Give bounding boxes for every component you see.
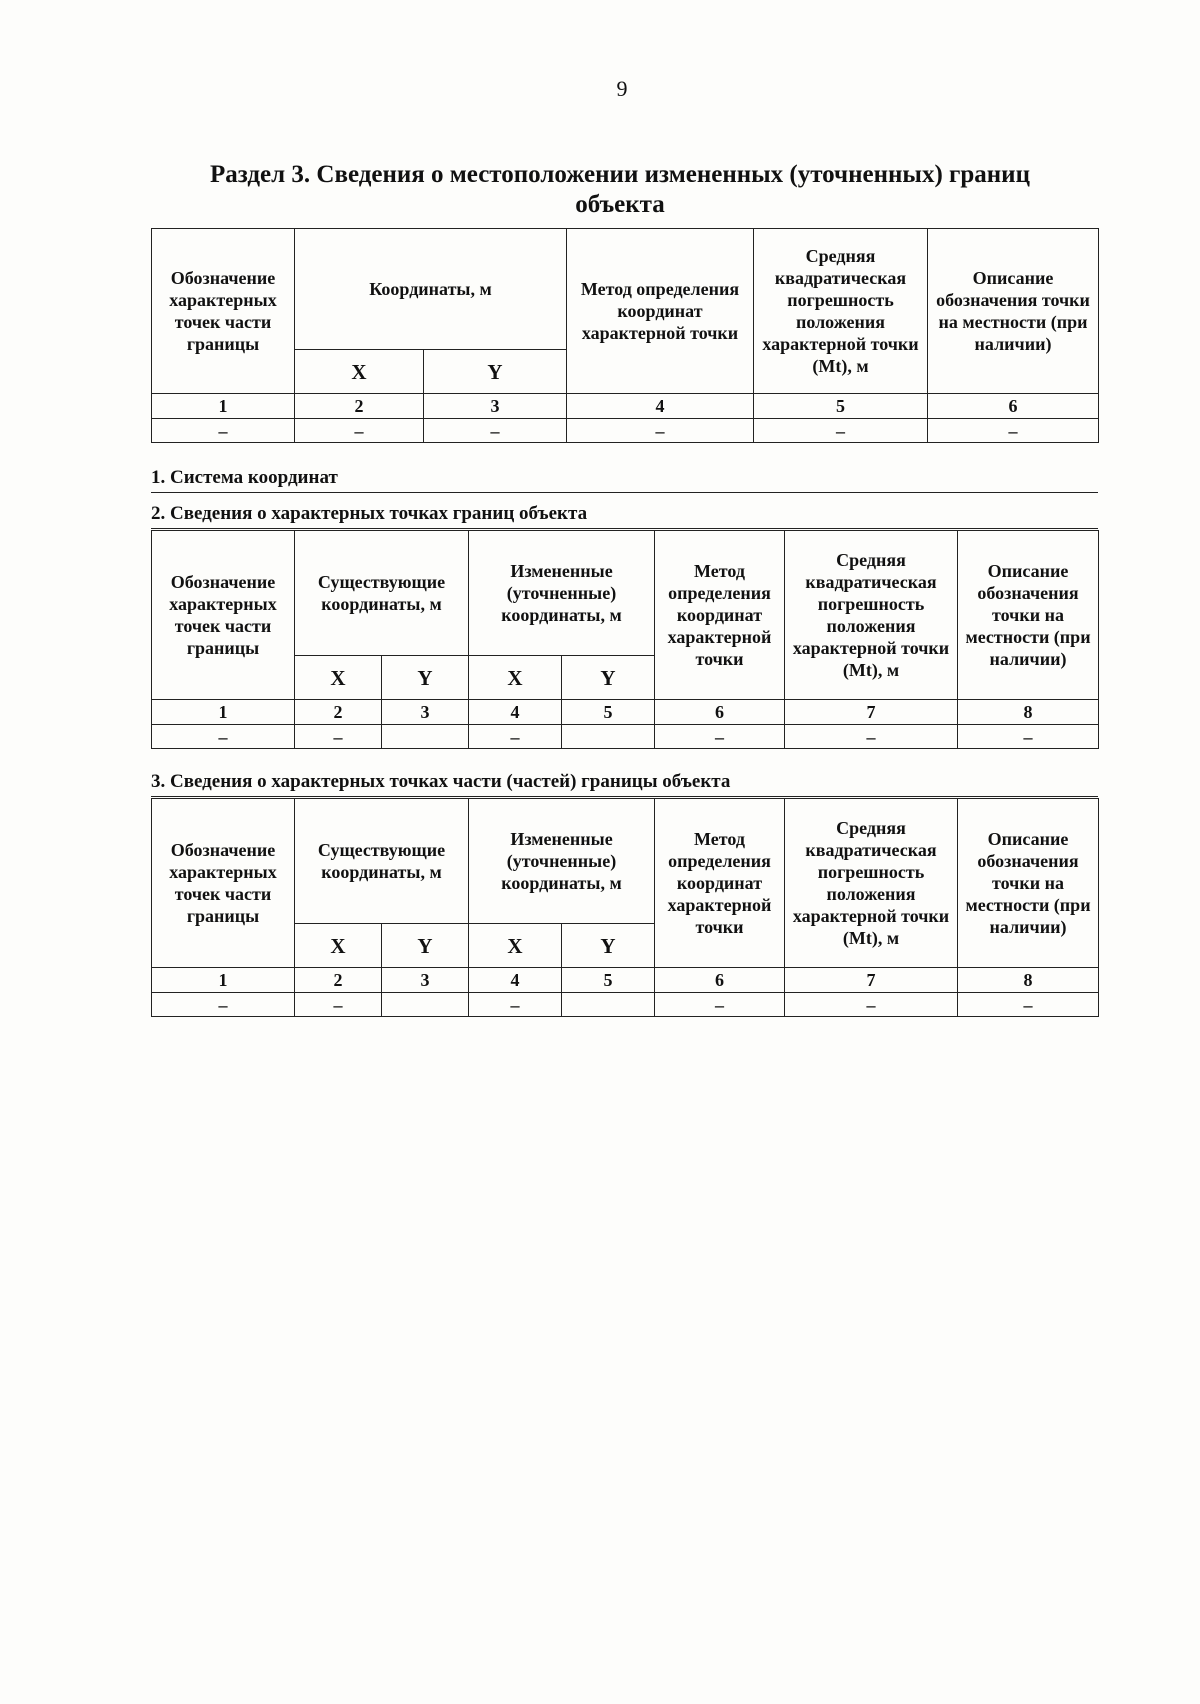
- header-mean-error: Средняя квадратическая погрешность положения характерной точки (Mt), м: [785, 531, 958, 700]
- header-x: X: [295, 350, 424, 394]
- column-index: 7: [785, 968, 958, 993]
- table-cell: –: [785, 725, 958, 749]
- header-x: X: [295, 924, 382, 968]
- table-cell: –: [152, 419, 295, 443]
- header-y: Y: [562, 924, 655, 968]
- column-index: 3: [424, 394, 567, 419]
- table-cell: –: [655, 993, 785, 1017]
- column-index: 2: [295, 394, 424, 419]
- table-cell: –: [958, 725, 1099, 749]
- header-existing-coordinates: Существующие координаты, м: [295, 799, 469, 924]
- table-cell: [382, 725, 469, 749]
- part-points-table: [151, 798, 1099, 1017]
- column-index: 4: [469, 700, 562, 725]
- table-cell: –: [469, 993, 562, 1017]
- column-index: 1: [152, 700, 295, 725]
- column-index-row: [152, 394, 1099, 419]
- table-cell: –: [958, 993, 1099, 1017]
- header-method: Метод определения координат характерной точки: [655, 799, 785, 968]
- table-cell: –: [295, 725, 382, 749]
- header-description: Описание обозначения точки на местности (при наличии): [958, 799, 1099, 968]
- header-point-designation: Обозначение характерных точек части границы: [152, 799, 295, 968]
- subsection-coordinate-system: 1. Система координат: [151, 466, 1098, 493]
- table-cell: –: [754, 419, 928, 443]
- column-index: 7: [785, 700, 958, 725]
- table-cell: –: [295, 993, 382, 1017]
- boundary-changes-table: [151, 228, 1099, 443]
- table-cell: –: [152, 725, 295, 749]
- column-index: 4: [567, 394, 754, 419]
- table-cell: –: [295, 419, 424, 443]
- header-method: Метод определения координат характерной точки: [567, 229, 754, 394]
- header-changed-coordinates: Измененные (уточненные) координаты, м: [469, 799, 655, 924]
- section-title: Раздел 3. Сведения о местоположении измененных (уточненных) границ объекта: [210, 161, 1030, 218]
- column-index: 6: [655, 968, 785, 993]
- header-x: X: [469, 924, 562, 968]
- table-cell: –: [928, 419, 1099, 443]
- subsection-part-points: 3. Сведения о характерных точках части (частей) границы объекта: [151, 770, 1098, 797]
- header-point-designation: Обозначение характерных точек части границы: [152, 229, 295, 394]
- column-index: 2: [295, 700, 382, 725]
- table-cell: –: [655, 725, 785, 749]
- header-description: Описание обозначения точки на местности (при наличии): [928, 229, 1099, 394]
- column-index: 3: [382, 700, 469, 725]
- column-index-row: [152, 700, 1099, 725]
- header-y: Y: [382, 924, 469, 968]
- object-points-table: [151, 530, 1099, 749]
- header-existing-coordinates: Существующие координаты, м: [295, 531, 469, 656]
- column-index: 8: [958, 700, 1099, 725]
- column-index: 3: [382, 968, 469, 993]
- column-index: 8: [958, 968, 1099, 993]
- header-mean-error: Средняя квадратическая погрешность положения характерной точки (Mt), м: [785, 799, 958, 968]
- table-cell: –: [567, 419, 754, 443]
- column-index: 1: [152, 968, 295, 993]
- header-x: X: [295, 656, 382, 700]
- header-x: X: [469, 656, 562, 700]
- table-cell: –: [152, 993, 295, 1017]
- header-method: Метод определения координат характерной точки: [655, 531, 785, 700]
- table-cell: –: [785, 993, 958, 1017]
- header-y: Y: [424, 350, 567, 394]
- header-mean-error: Средняя квадратическая погрешность положения характерной точки (Mt), м: [754, 229, 928, 394]
- column-index: 6: [655, 700, 785, 725]
- table-row: [152, 419, 1099, 443]
- column-index: 5: [754, 394, 928, 419]
- column-index-row: [152, 968, 1099, 993]
- header-point-designation: Обозначение характерных точек части границы: [152, 531, 295, 700]
- subsection-object-points: 2. Сведения о характерных точках границ объекта: [151, 502, 1098, 529]
- column-index: 4: [469, 968, 562, 993]
- table-row: [152, 725, 1099, 749]
- header-changed-coordinates: Измененные (уточненные) координаты, м: [469, 531, 655, 656]
- header-description: Описание обозначения точки на местности (при наличии): [958, 531, 1099, 700]
- column-index: 5: [562, 700, 655, 725]
- table-row: [152, 993, 1099, 1017]
- table-cell: –: [424, 419, 567, 443]
- column-index: 1: [152, 394, 295, 419]
- header-y: Y: [562, 656, 655, 700]
- column-index: 2: [295, 968, 382, 993]
- column-index: 5: [562, 968, 655, 993]
- column-index: 6: [928, 394, 1099, 419]
- header-coordinates: Координаты, м: [295, 229, 567, 350]
- table-cell: [382, 993, 469, 1017]
- header-y: Y: [382, 656, 469, 700]
- table-cell: [562, 725, 655, 749]
- table-cell: –: [469, 725, 562, 749]
- table-cell: [562, 993, 655, 1017]
- page-number: 9: [616, 76, 628, 101]
